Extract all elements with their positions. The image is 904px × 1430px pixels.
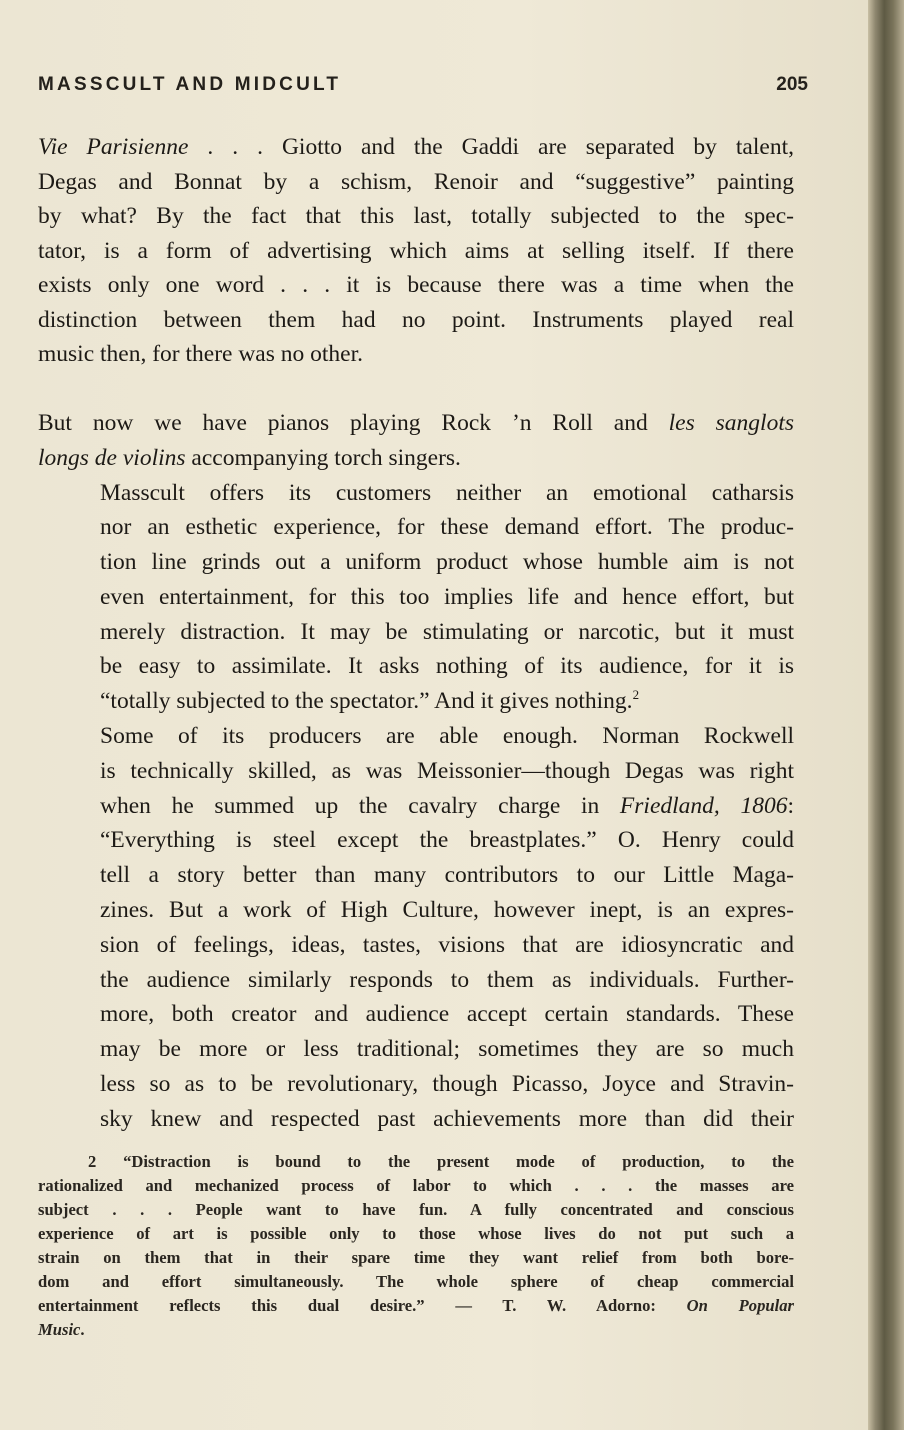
text-run: entertainment reflects this dual desire.” — T. W. Adorno:	[38, 1296, 687, 1315]
text-line: nor an esthetic experience, for these demand effort. The produc-	[100, 514, 794, 541]
text-line: music then, for there was no other.	[38, 341, 363, 367]
text-line: exists only one word . . . it is because there was a time when the	[38, 272, 794, 298]
text-run: . . . Giotto and the Gaddi are separated by talent,	[188, 134, 794, 160]
text-line: sky knew and respected past achievements more than did their	[100, 1105, 794, 1132]
text-line: Masscult offers its customers neither an emotional catharsis	[100, 479, 794, 506]
body-text	[38, 130, 794, 1137]
text-line	[38, 441, 794, 476]
italic-title: Music	[38, 1320, 81, 1339]
footnote-line: subject . . . People want to have fun. A fully concentrated and conscious	[38, 1200, 794, 1219]
italic-phrase: les sanglots	[668, 409, 794, 436]
italic-phrase: longs de violins	[38, 444, 186, 471]
text-line	[38, 789, 794, 824]
text-line	[38, 684, 794, 719]
text-line: the audience similarly responds to them as individuals. Further-	[100, 966, 794, 993]
running-head-title: MASSCULT AND MIDCULT	[38, 74, 342, 95]
text-line: distinction between them had no point. Instruments played real	[38, 306, 794, 333]
text-line: zines. But a work of High Culture, however inept, is an expres-	[100, 897, 794, 924]
footnote-line	[38, 1318, 794, 1342]
text-line: less so as to be revolutionary, though Picasso, Joyce and Stravin-	[100, 1071, 794, 1098]
text-line: tell a story better than many contributors to our Little Maga-	[100, 862, 794, 889]
text-line: tator, is a form of advertising which aims at selling itself. If there	[38, 237, 794, 264]
text-line: merely distraction. It may be stimulating or narcotic, but it must	[100, 618, 794, 645]
italic-title: On Popular	[686, 1296, 794, 1315]
text-line	[38, 406, 794, 441]
text-line: by what? By the fact that this last, totally subjected to the spec-	[38, 203, 794, 229]
text-line: sion of feelings, ideas, tastes, visions that are idiosyncratic and	[100, 931, 794, 958]
footnote-line: strain on them that in their spare time they want relief from both bore-	[38, 1248, 794, 1267]
paragraph-3	[38, 476, 794, 720]
book-spine-edge	[868, 0, 904, 1430]
text-line: even entertainment, for this too implies life and hence effort, but	[100, 583, 794, 610]
italic-title: Vie Parisienne	[38, 134, 189, 160]
footnote	[38, 1150, 794, 1342]
footnote-line: rationalized and mechanized process of labor to which . . . the masses are	[38, 1176, 794, 1195]
text-run: accompanying torch singers.	[185, 444, 461, 471]
paragraph-2	[38, 406, 794, 476]
text-line: tion line grinds out a uniform product whose humble aim is not	[100, 549, 794, 576]
text-run: “totally subjected to the spectator.” And it gives nothing.	[100, 688, 633, 715]
text-line: may be more or less traditional; sometimes they are so much	[100, 1036, 794, 1063]
text-run: .	[80, 1320, 85, 1339]
text-line: more, both creator and audience accept certain standards. These	[100, 1001, 794, 1028]
page-number: 205	[776, 74, 808, 95]
text-line: Some of its producers are able enough. Norman Rockwell	[100, 723, 794, 750]
text-run: :	[787, 792, 794, 819]
footnote-line: experience of art is possible only to those whose lives do not put such a	[38, 1224, 794, 1243]
footnote-reference[interactable]: 2	[632, 687, 640, 703]
paragraph-1	[38, 130, 794, 372]
text-line: be easy to assimilate. It asks nothing of its audience, for it is	[100, 653, 794, 680]
text-run: when he summed up the cavalry charge in	[100, 792, 620, 819]
running-head	[38, 74, 808, 104]
text-run: But now we have pianos playing Rock ’n Roll and	[38, 409, 669, 436]
footnote-line	[38, 1294, 794, 1318]
text-line	[38, 130, 794, 165]
italic-title: Friedland, 1806	[619, 792, 788, 819]
footnote-line: 2 “Distraction is bound to the present mode of production, to the	[88, 1152, 794, 1171]
paragraph-4	[38, 719, 794, 1137]
text-line: is technically skilled, as was Meissonier—though Degas was right	[100, 757, 794, 784]
footnote-line: dom and effort simultaneously. The whole sphere of cheap commercial	[38, 1272, 794, 1291]
text-line: Degas and Bonnat by a schism, Renoir and “suggestive” painting	[38, 168, 794, 195]
text-line: “Everything is steel except the breastplates.” O. Henry could	[100, 827, 794, 854]
